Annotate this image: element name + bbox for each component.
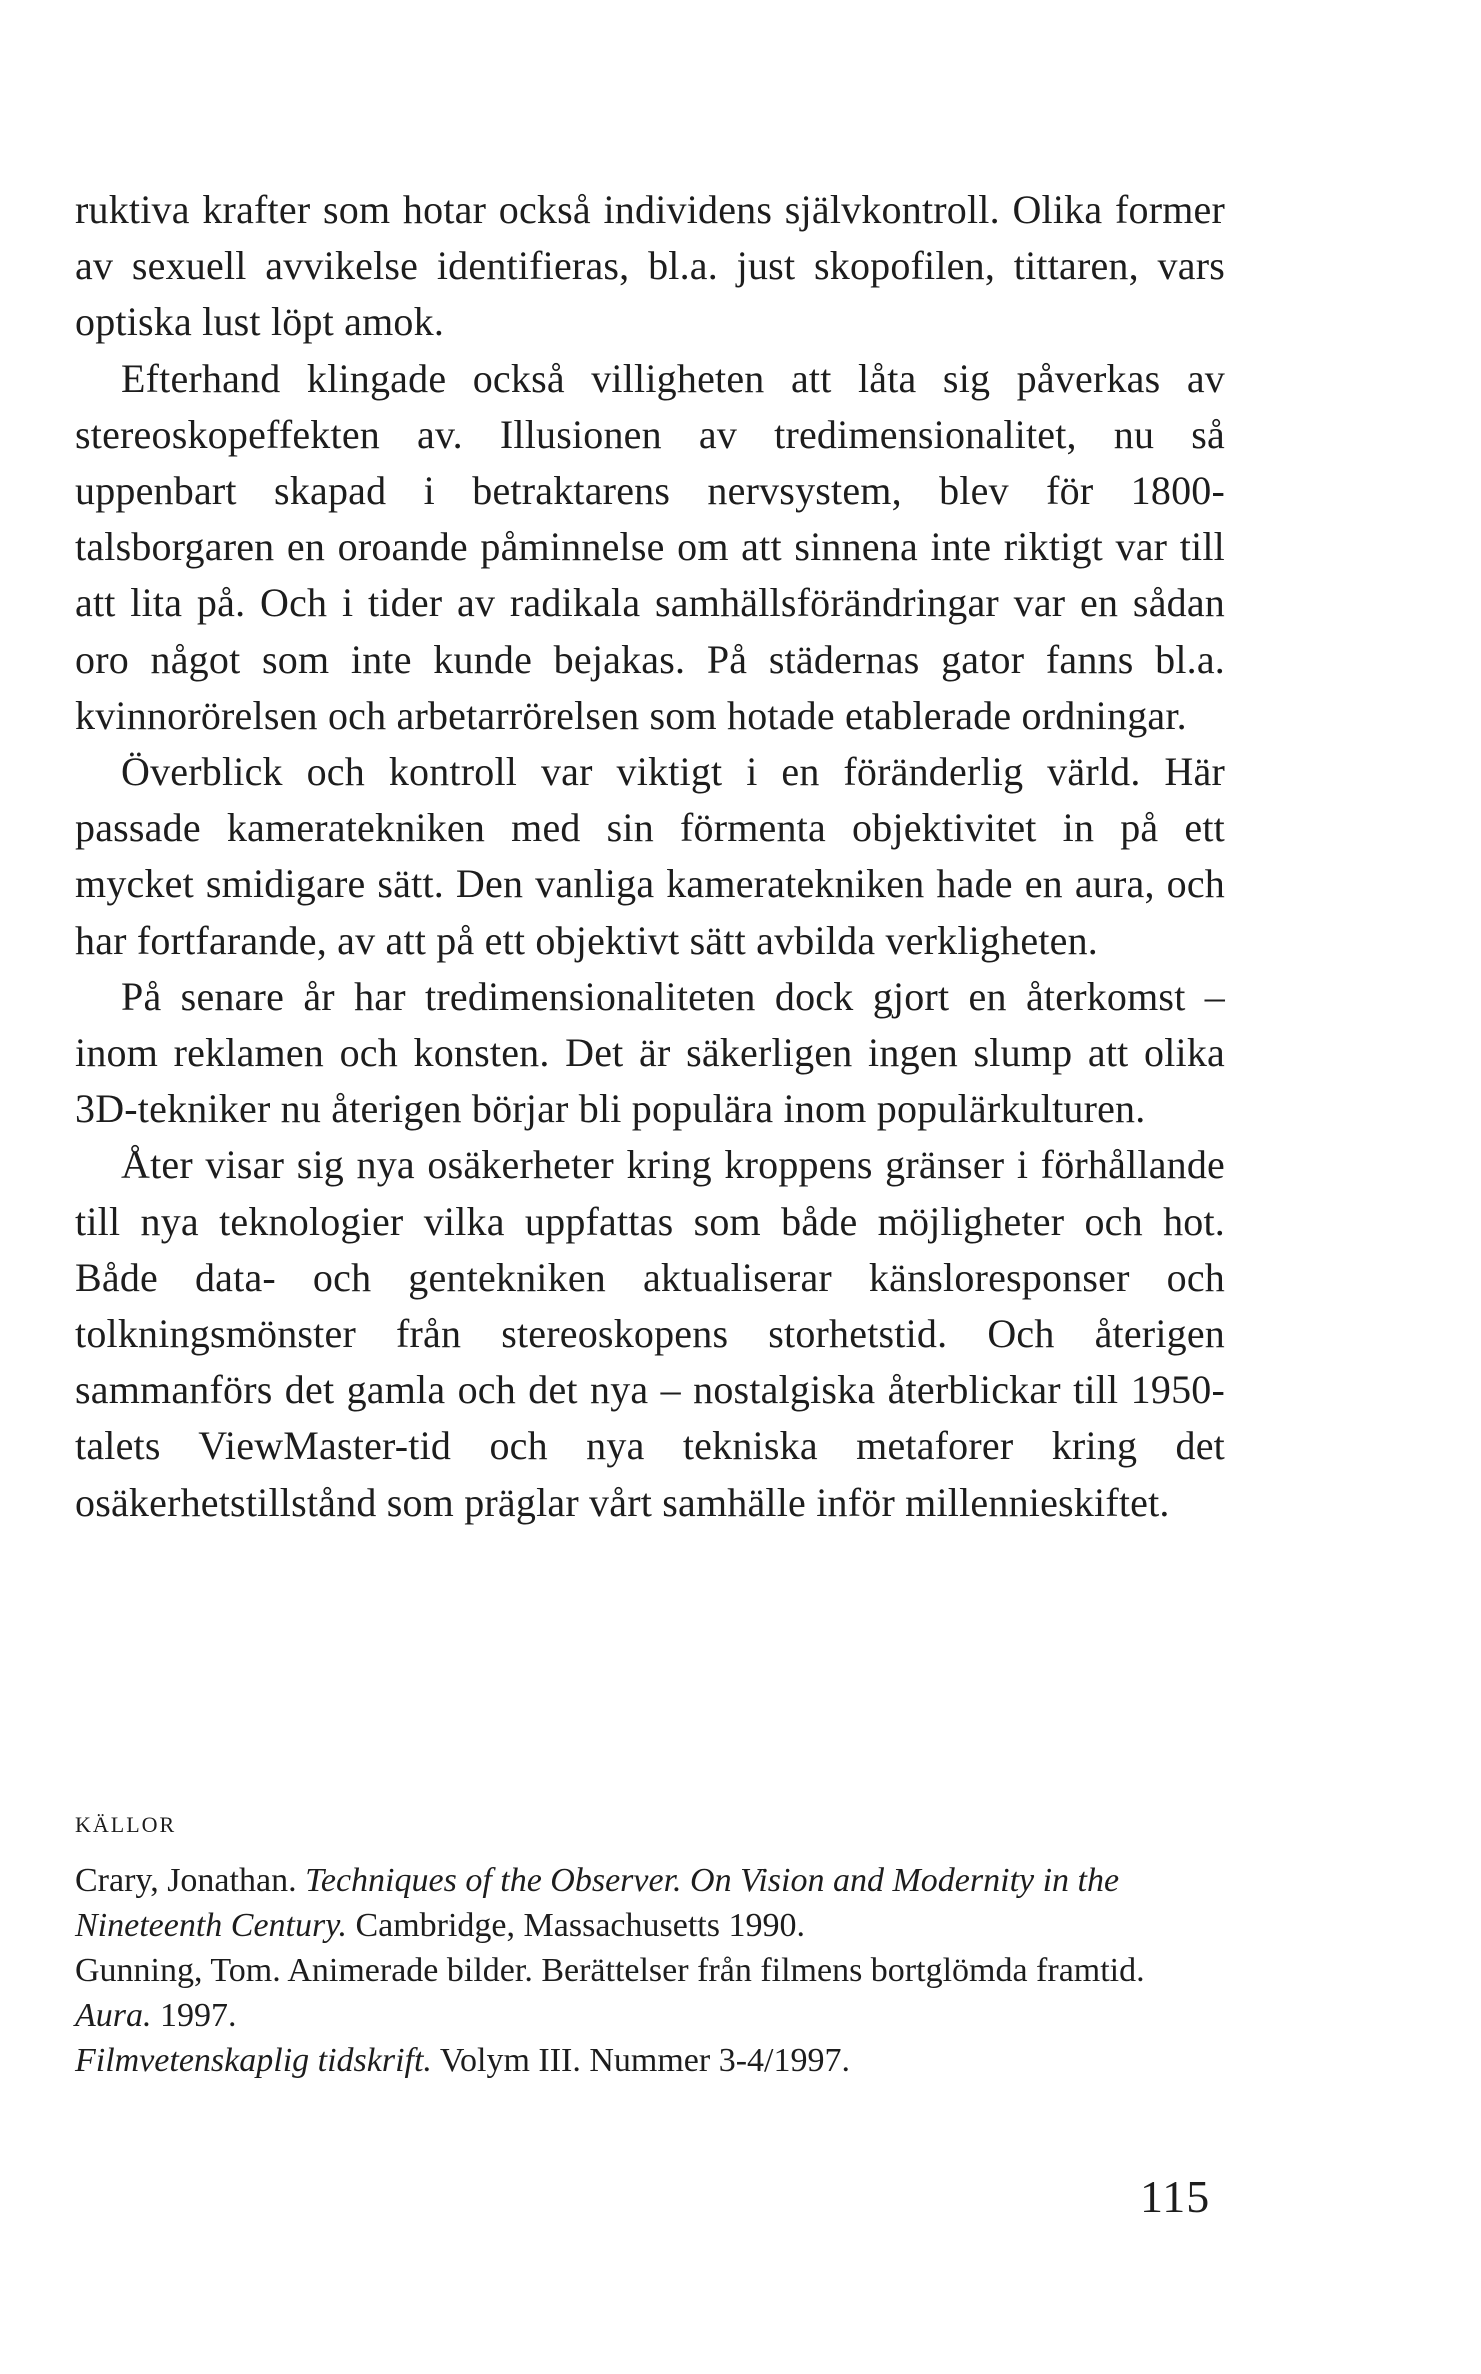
references-heading: KÄLLOR <box>75 1812 177 1837</box>
body-text <box>75 182 1225 1531</box>
reference-title: Filmvetenskaplig tidskrift. <box>75 2042 432 2079</box>
reference-text: Gunning, Tom. Animerade bilder. Berättelser från filmens bortglömda framtid. <box>75 1952 1145 1989</box>
reference-item <box>75 1858 1225 1948</box>
reference-title: Aura. <box>75 1997 152 2034</box>
reference-item <box>75 1948 1225 2038</box>
reference-text: 1997. <box>151 1997 237 2034</box>
reference-text: Crary, Jonathan. <box>75 1862 306 1899</box>
references-list <box>75 1858 1225 2083</box>
reference-text: Volym III. Nummer 3-4/1997. <box>431 2042 850 2079</box>
paragraph: Efterhand klingade också villigheten att låta sig påverkas av stereoskopeffekten av. Illusionen av tredimensionalitet, nu så uppenbart skapad i betraktarens nervsystem, blev för 1800-talsborgaren en oroande påminnelse om att sinnena inte riktigt var till att lita på. Och i tider av radikala samhällsförändringar var en sådan oro något som inte kunde bejakas. På städernas gator fanns bl.a. kvinnorörelsen och arbetarrörelsen som hotade etablerade ordningar. <box>75 355 1225 738</box>
reference-title: Techniques of the Observer. On Vision and Modernity in the Nineteenth Century. <box>75 1862 1120 1944</box>
paragraph: ruktiva krafter som hotar också individens självkontroll. Olika former av sexuell avvikelse identifieras, bl.a. just skopofilen, tittaren, vars optiska lust löpt amok. <box>75 187 1225 345</box>
paragraph: På senare år har tredimensionaliteten dock gjort en återkomst – inom reklamen och konsten. Det är säkerligen ingen slump att olika 3D-tekniker nu återigen börjar bli populära inom populärkulturen. <box>75 973 1225 1132</box>
reference-item <box>75 2038 1225 2083</box>
paragraph: Överblick och kontroll var viktigt i en föränderlig värld. Här passade kameratekniken med sin förmenta objektivitet in på ett mycket smidigare sätt. Den vanliga kameratekniken hade en aura, och har fortfarande, av att på ett objektivt sätt avbilda verkligheten. <box>75 749 1225 963</box>
page-number: 115 <box>1140 2171 1211 2222</box>
reference-text: Cambridge, Massachusetts 1990. <box>346 1907 805 1944</box>
paragraph: Åter visar sig nya osäkerheter kring kroppens gränser i förhållande till nya teknologier vilka uppfattas som både möjligheter och hot. Både data- och gentekniken aktualiserar känsloresponser och tolkningsmönster från stereoskopens storhetstid. Och återigen sammanförs det gamla och det nya – nostalgiska återblickar till 1950-talets ViewMaster-tid och nya tekniska metaforer kring det osäkerhetstillstånd som präglar vårt samhälle inför millennieskiftet. <box>75 1142 1225 1525</box>
